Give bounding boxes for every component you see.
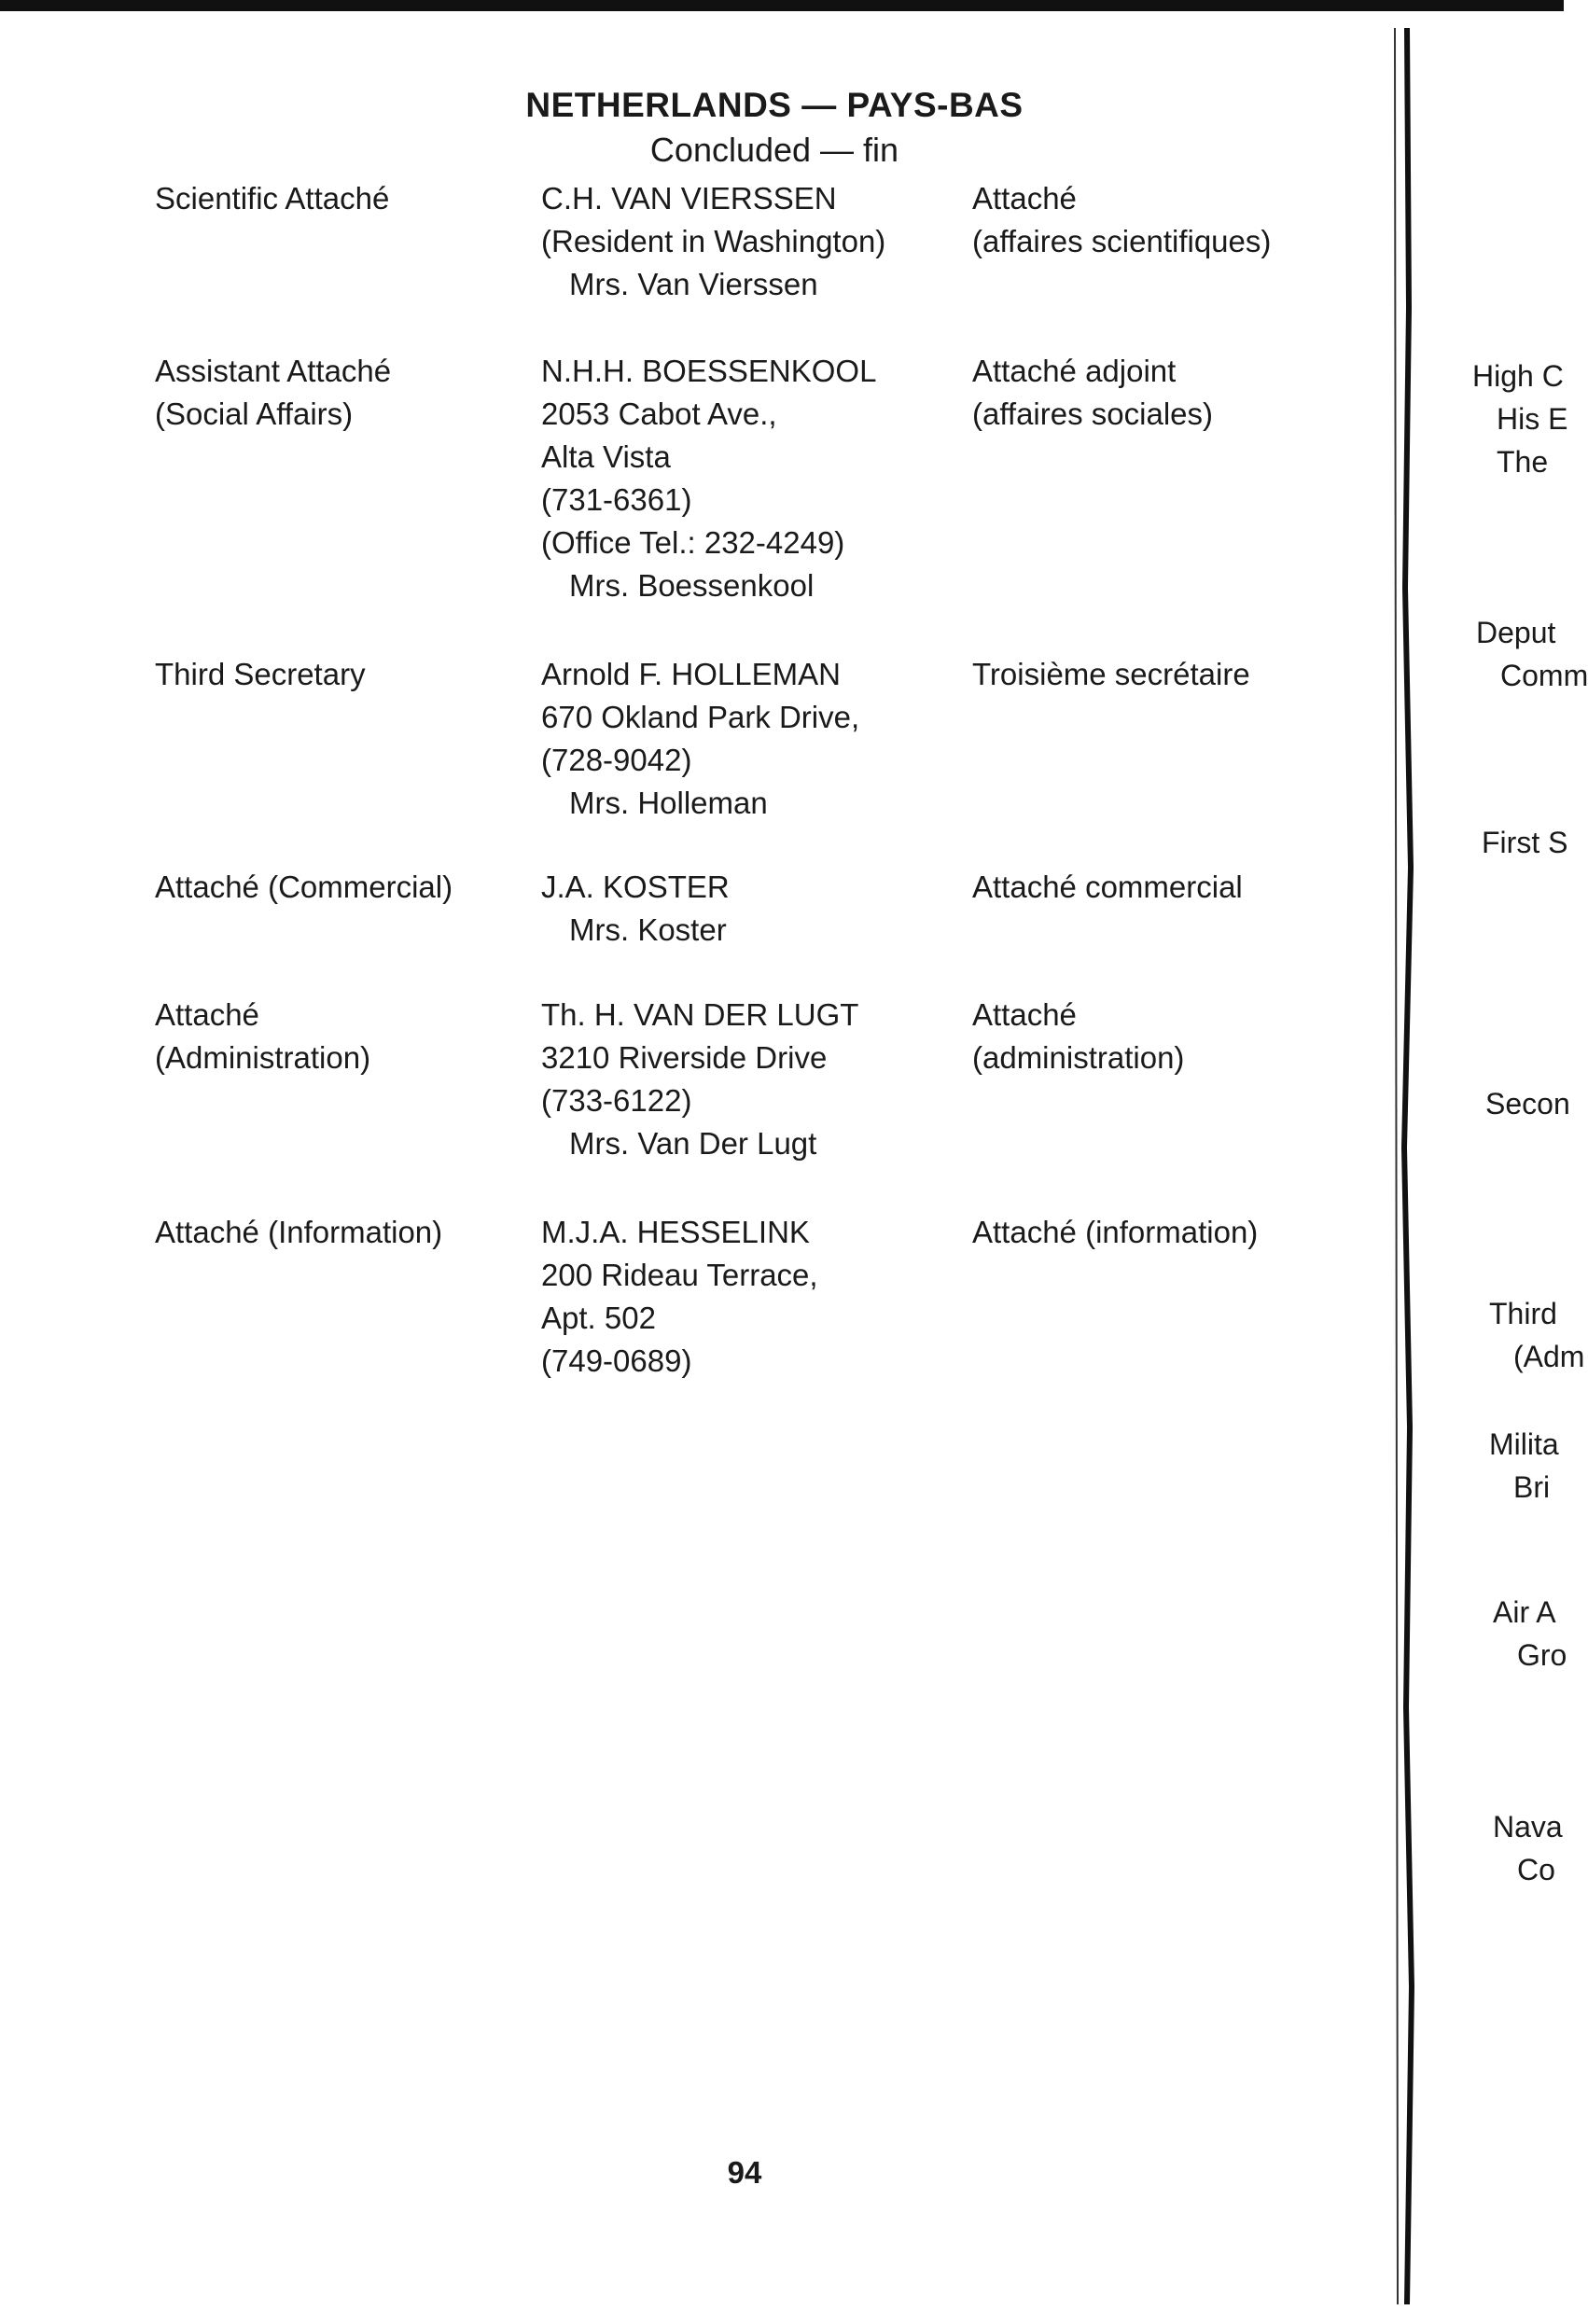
spouse-name: Mrs. Van Vierssen [569, 267, 818, 301]
person-name: M.J.A. HESSELINK [541, 1215, 810, 1249]
french-title [972, 866, 1243, 909]
english-title [155, 350, 391, 436]
adjacent-page-line: The [1497, 445, 1549, 479]
spouse-name: Mrs. Van Der Lugt [569, 1126, 817, 1161]
person-name: J.A. KOSTER [541, 870, 730, 904]
person-block [541, 1211, 818, 1383]
address-line: (Resident in Washington) [541, 224, 886, 258]
address-line: 3210 Riverside Drive [541, 1040, 828, 1075]
page-number: 94 [727, 2155, 762, 2190]
adjacent-page-fragment [1428, 0, 1588, 2324]
english-title [155, 177, 389, 220]
spouse-name: Mrs. Holleman [569, 786, 768, 820]
english-title [155, 1211, 442, 1254]
address-line: Alta Vista [541, 439, 671, 474]
person-block [541, 350, 876, 607]
english-title [155, 994, 370, 1079]
adjacent-page-line: High C [1472, 359, 1564, 393]
address-line: (733-6122) [541, 1083, 692, 1118]
french-title-line: (affaires scientifiques) [972, 224, 1272, 258]
adjacent-page-line: His E [1497, 402, 1568, 436]
address-line: (731-6361) [541, 482, 692, 517]
english-title [155, 653, 366, 696]
adjacent-page-text [1485, 1082, 1570, 1125]
adjacent-page-text [1476, 611, 1588, 697]
person-block [541, 866, 730, 952]
person-block [541, 994, 858, 1165]
english-title-line: (Administration) [155, 1040, 371, 1075]
french-title-line: Attaché commercial [972, 870, 1243, 904]
page-subtitle: Concluded — fin [649, 131, 899, 169]
adjacent-page-line: Co [1517, 1853, 1555, 1886]
adjacent-page-text [1472, 355, 1567, 483]
adjacent-page-line: Milita [1489, 1427, 1559, 1461]
person-name: Arnold F. HOLLEMAN [541, 657, 841, 691]
english-title-line: Attaché [155, 997, 259, 1032]
french-title-line: Troisième secrétaire [972, 657, 1250, 691]
address-line: (749-0689) [541, 1343, 692, 1378]
person-name: N.H.H. BOESSENKOOL [541, 354, 877, 388]
french-title-line: Attaché [972, 997, 1077, 1032]
adjacent-page-line: First S [1482, 826, 1568, 859]
english-title-line: Assistant Attaché [155, 354, 392, 388]
person-name: C.H. VAN VIERSSEN [541, 181, 837, 216]
adjacent-page-line: (Adm [1513, 1340, 1585, 1373]
spouse-name: Mrs. Boessenkool [569, 568, 815, 603]
adjacent-page-line: Third [1489, 1297, 1557, 1330]
french-title [972, 177, 1271, 263]
english-title-line: Third Secretary [155, 657, 366, 691]
english-title-line: (Social Affairs) [155, 397, 354, 431]
french-title [972, 994, 1184, 1079]
person-block [541, 653, 859, 825]
french-title-line: (affaires sociales) [972, 397, 1213, 431]
french-title [972, 1211, 1258, 1254]
address-line: 670 Okland Park Drive, [541, 700, 860, 734]
address-line: (728-9042) [541, 743, 692, 777]
adjacent-page-text [1493, 1591, 1567, 1677]
french-title [972, 350, 1213, 436]
french-title-line: Attaché (information) [972, 1215, 1259, 1249]
french-title-line: Attaché adjoint [972, 354, 1177, 388]
adjacent-page-text [1493, 1805, 1563, 1891]
adjacent-page-line: Comm [1500, 659, 1588, 692]
adjacent-page-line: Bri [1513, 1470, 1551, 1504]
adjacent-page-text [1489, 1292, 1584, 1378]
book-binding-edge [1390, 28, 1418, 2304]
adjacent-page-line: Secon [1485, 1087, 1570, 1120]
english-title-line: Attaché (Commercial) [155, 870, 453, 904]
adjacent-page-line: Nava [1493, 1810, 1563, 1844]
adjacent-page-line: Gro [1517, 1638, 1567, 1672]
english-title-line: Attaché (Information) [155, 1215, 443, 1249]
french-title-line: (administration) [972, 1040, 1185, 1075]
address-line: 200 Rideau Terrace, [541, 1258, 818, 1292]
address-line: (Office Tel.: 232-4249) [541, 525, 845, 560]
french-title-line: Attaché [972, 181, 1077, 216]
adjacent-page-line: Air A [1493, 1595, 1556, 1629]
french-title [972, 653, 1250, 696]
english-title-line: Scientific Attaché [155, 181, 390, 216]
person-block [541, 177, 885, 306]
address-line: Apt. 502 [541, 1301, 656, 1335]
adjacent-page-text [1482, 821, 1567, 864]
address-line: 2053 Cabot Ave., [541, 397, 777, 431]
spouse-name: Mrs. Koster [569, 912, 727, 947]
adjacent-page-text [1489, 1423, 1559, 1509]
english-title [155, 866, 453, 909]
person-name: Th. H. VAN DER LUGT [541, 997, 859, 1032]
adjacent-page-line: Deput [1476, 616, 1556, 649]
page-title: NETHERLANDS — PAYS-BAS [525, 86, 1024, 124]
